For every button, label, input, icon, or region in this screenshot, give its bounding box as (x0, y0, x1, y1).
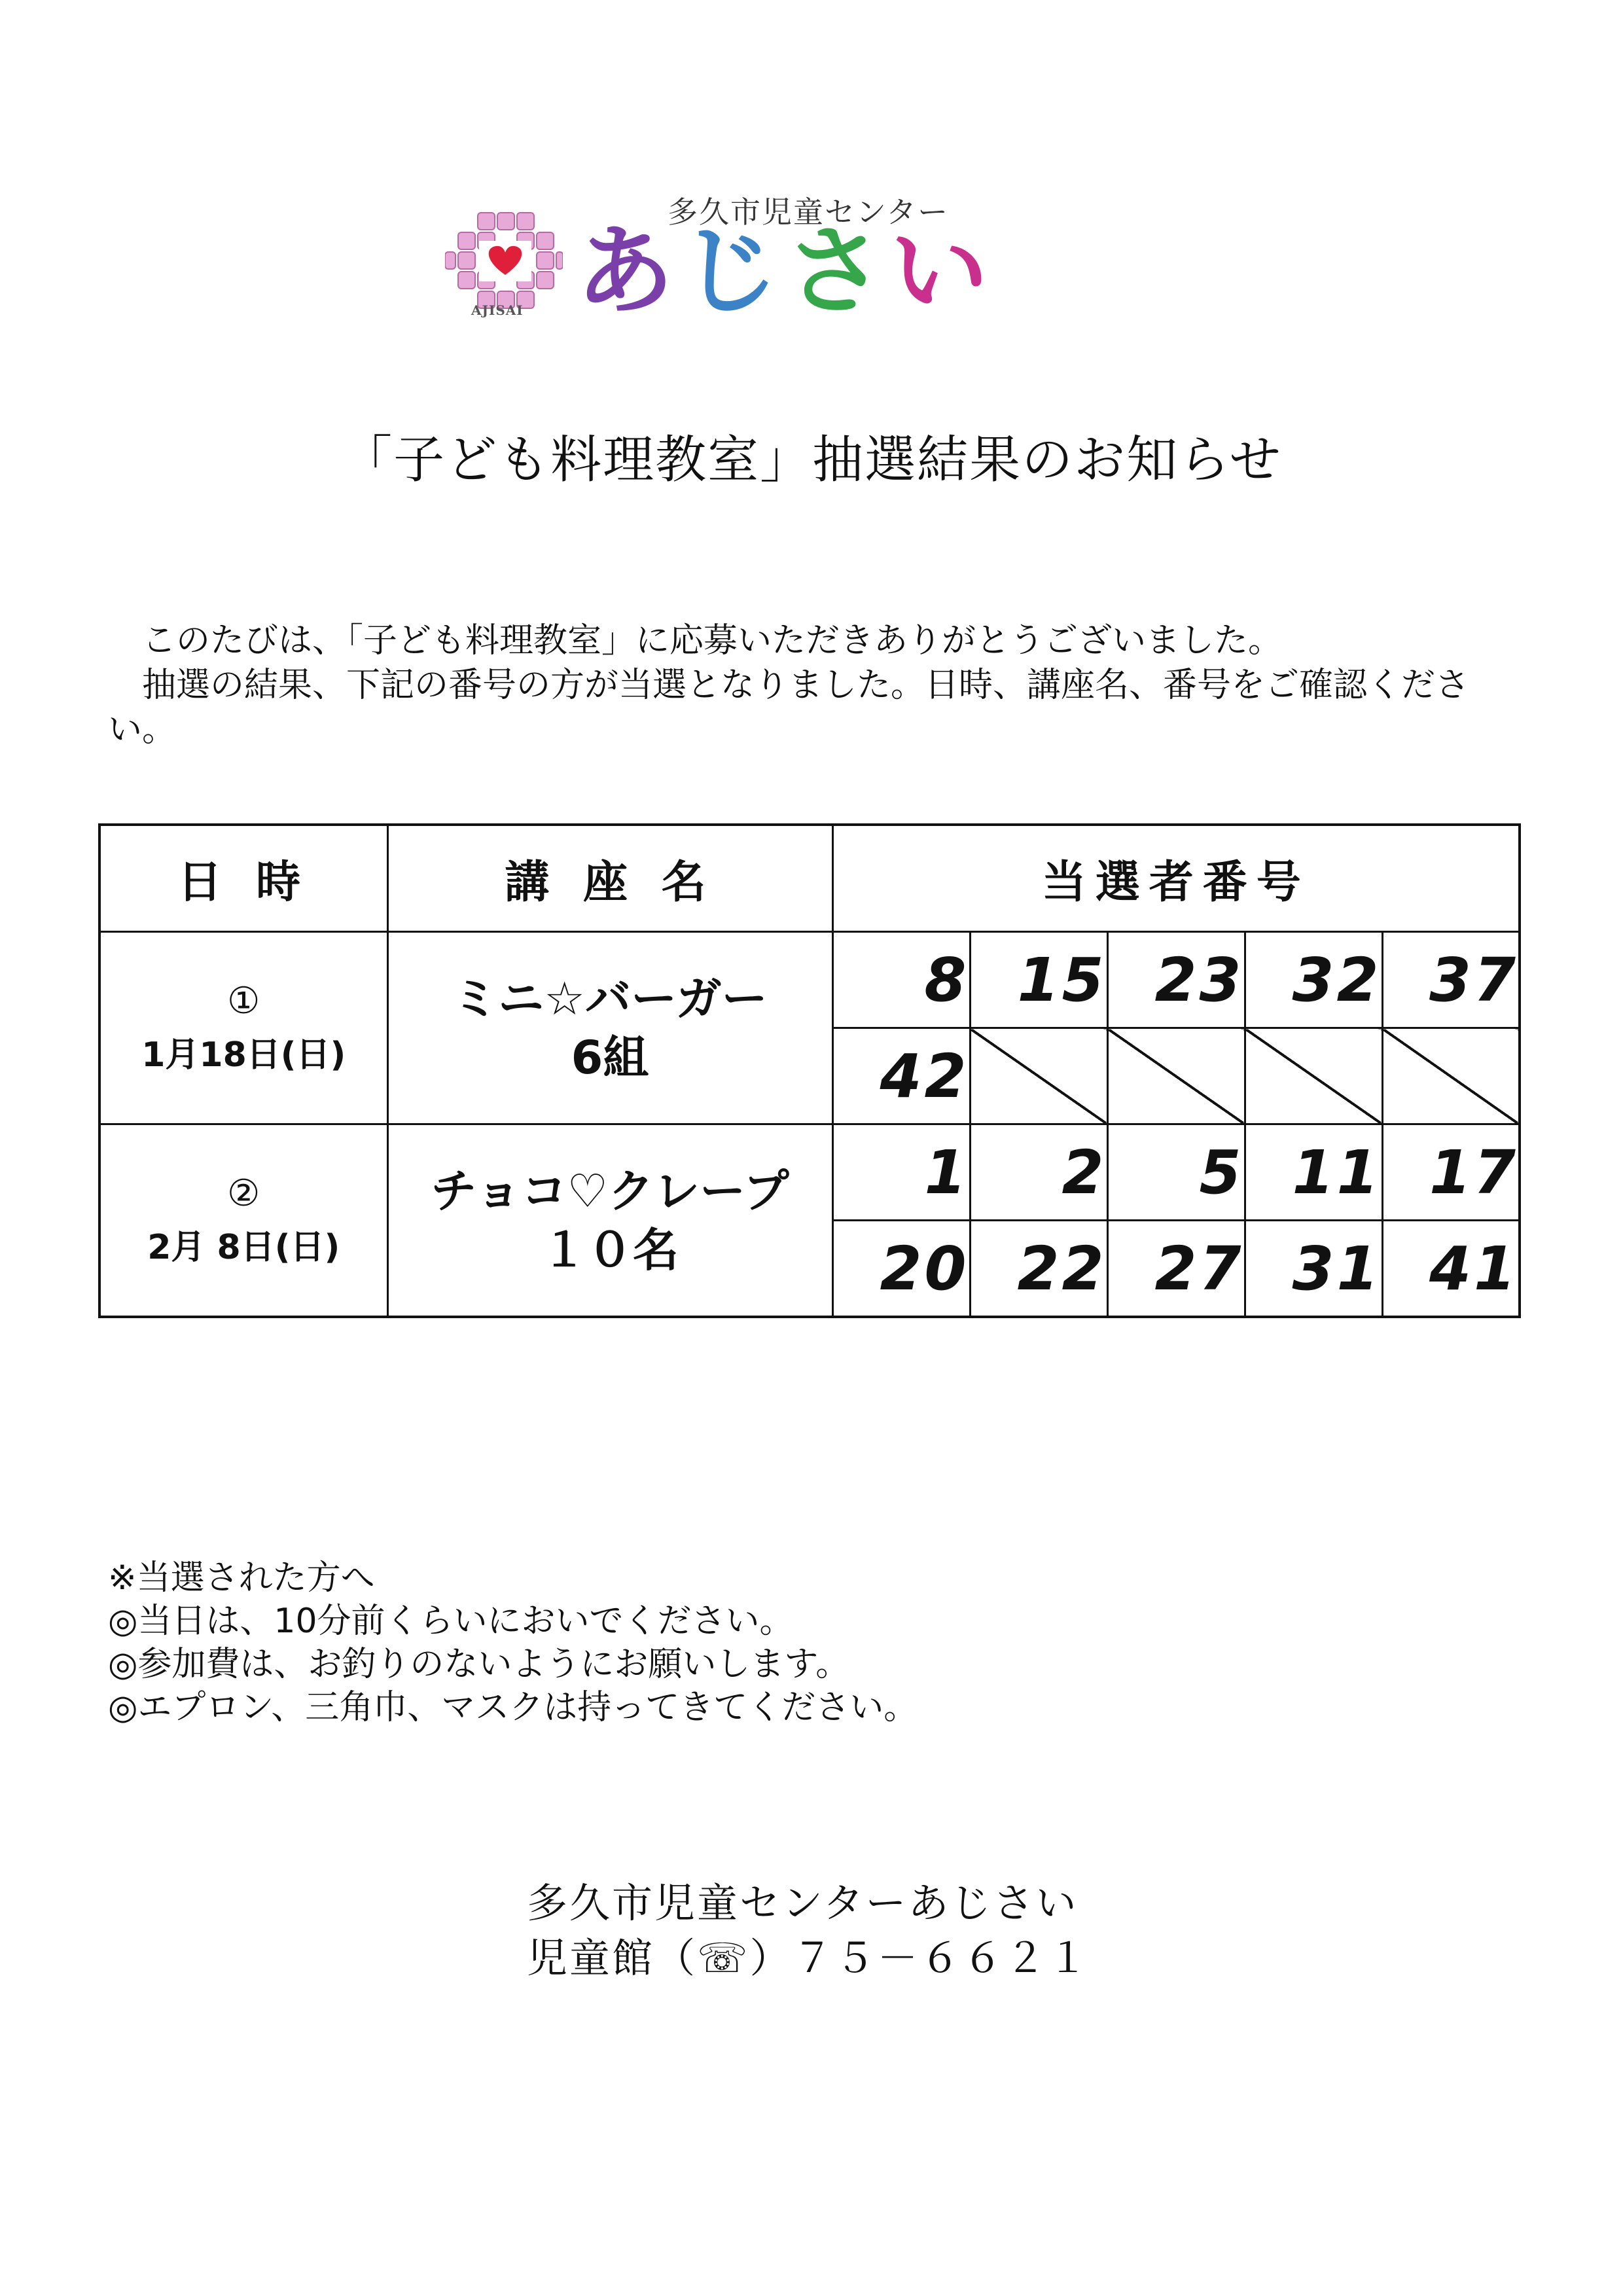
logo (445, 177, 1073, 334)
table-row (99, 932, 1520, 1028)
logo-char: い (890, 215, 995, 329)
course-cell (387, 932, 832, 1124)
course-name: ミニ☆バーガー (452, 971, 768, 1026)
empty-slashed-cell (1245, 1028, 1382, 1124)
winner-number: 42 (832, 1028, 970, 1124)
winner-number: 8 (832, 932, 970, 1028)
session-marker: ① (227, 979, 260, 1022)
header-course: 講 座 名 (387, 825, 832, 932)
session-date-cell (99, 932, 387, 1124)
notes-section (108, 1556, 918, 1729)
note-item: ◎エプロン、三角巾、マスクは持ってきてください。 (108, 1688, 918, 1727)
hydrangea-logo-icon (445, 209, 563, 314)
winner-number: 22 (970, 1221, 1107, 1318)
footer-phone: 児童館（☏）７５－６６２１ (527, 1934, 1090, 1982)
header-numbers: 当選者番号 (832, 825, 1520, 932)
header-date: 日 時 (99, 825, 387, 932)
session-date: 1月18日(日) (141, 1035, 346, 1075)
winner-number: 32 (1245, 932, 1382, 1028)
session-date: 2月 8日(日) (147, 1227, 340, 1267)
winner-number: 17 (1382, 1124, 1520, 1221)
winner-number: 31 (1245, 1221, 1382, 1318)
logo-char: あ (576, 215, 681, 329)
session-marker: ② (227, 1172, 260, 1215)
winner-number: 20 (832, 1221, 970, 1318)
winner-number: 15 (970, 932, 1107, 1028)
session-date-cell (99, 1124, 387, 1318)
empty-slashed-cell (1107, 1028, 1245, 1124)
winner-number: 5 (1107, 1124, 1245, 1221)
winner-number: 11 (1245, 1124, 1382, 1221)
lottery-results-table (98, 823, 1521, 1318)
footer-contact (527, 1876, 1090, 1986)
notes-heading: ※当選された方へ (108, 1558, 375, 1598)
winner-number: 23 (1107, 932, 1245, 1028)
winner-number: 1 (832, 1124, 970, 1221)
intro-line: このたびは、「子ども料理教室」に応募いただきありがとうございました。 (142, 621, 1283, 660)
note-item: ◎参加費は、お釣りのないようにお願いします。 (108, 1645, 850, 1684)
empty-slashed-cell (1382, 1028, 1520, 1124)
winner-number: 37 (1382, 932, 1520, 1028)
intro-text (108, 619, 1515, 752)
winner-number: 41 (1382, 1221, 1520, 1318)
course-capacity: 6組 (571, 1030, 649, 1085)
note-item: ◎当日は、10分前くらいにおいでください。 (108, 1602, 794, 1641)
winner-number: 2 (970, 1124, 1107, 1221)
logo-mark-label: AJISAI (471, 302, 524, 318)
page-title: 「子ども料理教室」抽選結果のお知らせ (341, 431, 1282, 490)
logo-tagline: 多久市児童センター (668, 194, 950, 230)
course-name: チョコ♡クレープ (431, 1164, 789, 1218)
winner-number: 27 (1107, 1221, 1245, 1318)
course-cell (387, 1124, 832, 1318)
empty-slashed-cell (970, 1028, 1107, 1124)
logo-char: さ (785, 215, 891, 329)
intro-line: 抽選の結果、下記の番号の方が当選となりました。日時、講座名、番号をご確認ください。 (108, 666, 1470, 749)
table-row (99, 1124, 1520, 1221)
course-capacity: １０名 (541, 1223, 679, 1277)
logo-name (576, 215, 995, 329)
logo-char: じ (681, 215, 786, 329)
footer-org: 多久市児童センターあじさい (527, 1879, 1079, 1927)
